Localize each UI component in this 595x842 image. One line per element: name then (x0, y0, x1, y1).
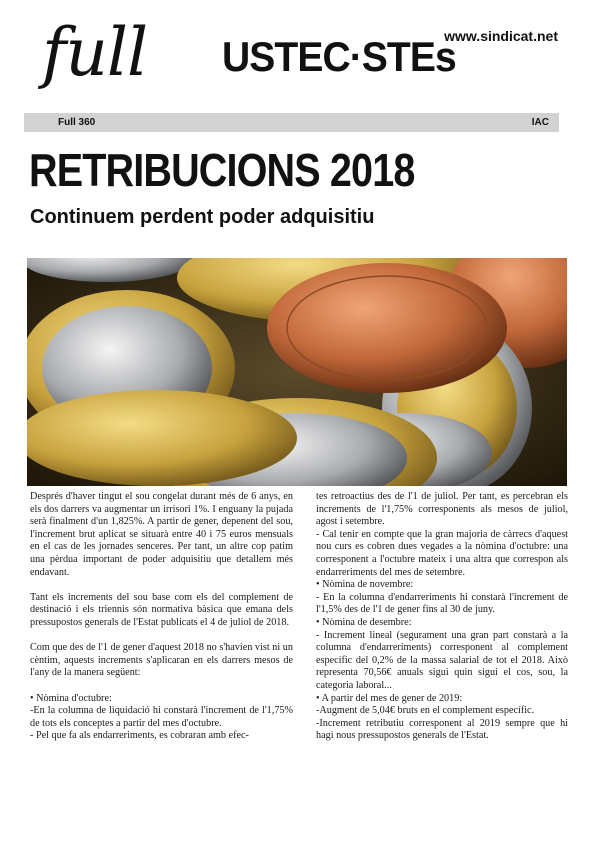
issue-number: Full 360 (58, 117, 96, 128)
paragraph-calendari: Com que des de l'1 de gener d'aquest 2018 no s'havien vist ni un cèntim, aquests increments s'aplicaran en els darrers mesos de l'any de la manera següent: (30, 642, 293, 679)
list-item-desembre: • Nòmina de desembre: (316, 617, 568, 630)
paragraph-continuation: tes retroactius des de l'1 de juliol. Per tant, es percebran els increments de l'1,75% corresponents als mesos de juliol, agost i setembre. (316, 491, 568, 528)
page-subtitle: Continuem perdent poder adquisitiu (30, 206, 375, 228)
paragraph-normativa: Tant els increments del sou base com els del complement de destinació i els triennis són normativa bàsica que emana dels pressupostos generals de l'Estat publicats el 4 de juliol de 2018. (30, 591, 293, 628)
list-item-detail: - Cal tenir en compte que la gran majoria de càrrecs d'aquest nou curs es cobren dues vegades a la nòmina d'octubre: una corresponent a l'octubre mateix i una altra que correspon als endarreriments del mes de setembre. (316, 528, 568, 578)
list-item-novembre: • Nòmina de novembre: (316, 579, 568, 592)
section-label: IAC (531, 117, 549, 128)
masthead-brand: USTEC·STEs (222, 33, 456, 80)
euro-coins-photo (27, 258, 567, 486)
list-item-detail: - En la columna d'endarreriments hi constarà l'increment de l'1,5% des de l'1 de gener fins al 30 de juny. (316, 591, 568, 616)
paragraph-intro: Després d'haver tingut el sou congelat durant més de 6 anys, en els dos darrers va augmentar un irrisori 1%. I enguany la pujada serà finalment d'un 1,825%. A partir de gener, depenent del sou, l'increment brut aplicat se situarà entre 40 i 75 euros mensuals en el cas de les jornades senceres. Per tant, un altre cop patim una pèrdua important de poder adquisitiu que detallem més endavant. (30, 491, 293, 578)
list-item-detail: - Pel que fa als endarreriments, es cobraran amb efec- (30, 730, 249, 742)
list-item-detail: -En la columna de liquidació hi constarà l'increment de l'1,75% de tots els conceptes a partir del mes d'octubre. (30, 705, 293, 729)
page-title: RETRIBUCIONS 2018 (29, 144, 415, 196)
article-right-column (316, 491, 568, 743)
article-left-column (30, 491, 293, 743)
list-item-detail: -Augment de 5,04€ bruts en el complement específic. (316, 705, 535, 717)
list-item-octubre: • Nòmina d'octubre: (30, 693, 293, 706)
list-item-detail: -Increment retributiu corresponent al 2019 sempre que hi hagi nous pressupostos generals de l'Estat. (316, 717, 568, 742)
list-item-gener-2019: • A partir del mes de gener de 2019: (316, 693, 568, 706)
website-link[interactable]: www.sindicat.net (444, 28, 558, 44)
list-item-detail: - Increment lineal (segurament una gran part constarà a la columna d'endarreriments) corresponent al complement específic del 0,2% de la massa salarial de tot el 2018. Això representa 70,56€ anuals sigui quin sigui el cos, sou, la categoria laboral... (316, 629, 568, 691)
masthead-logo: full (42, 14, 148, 91)
issue-info-bar (24, 113, 559, 132)
